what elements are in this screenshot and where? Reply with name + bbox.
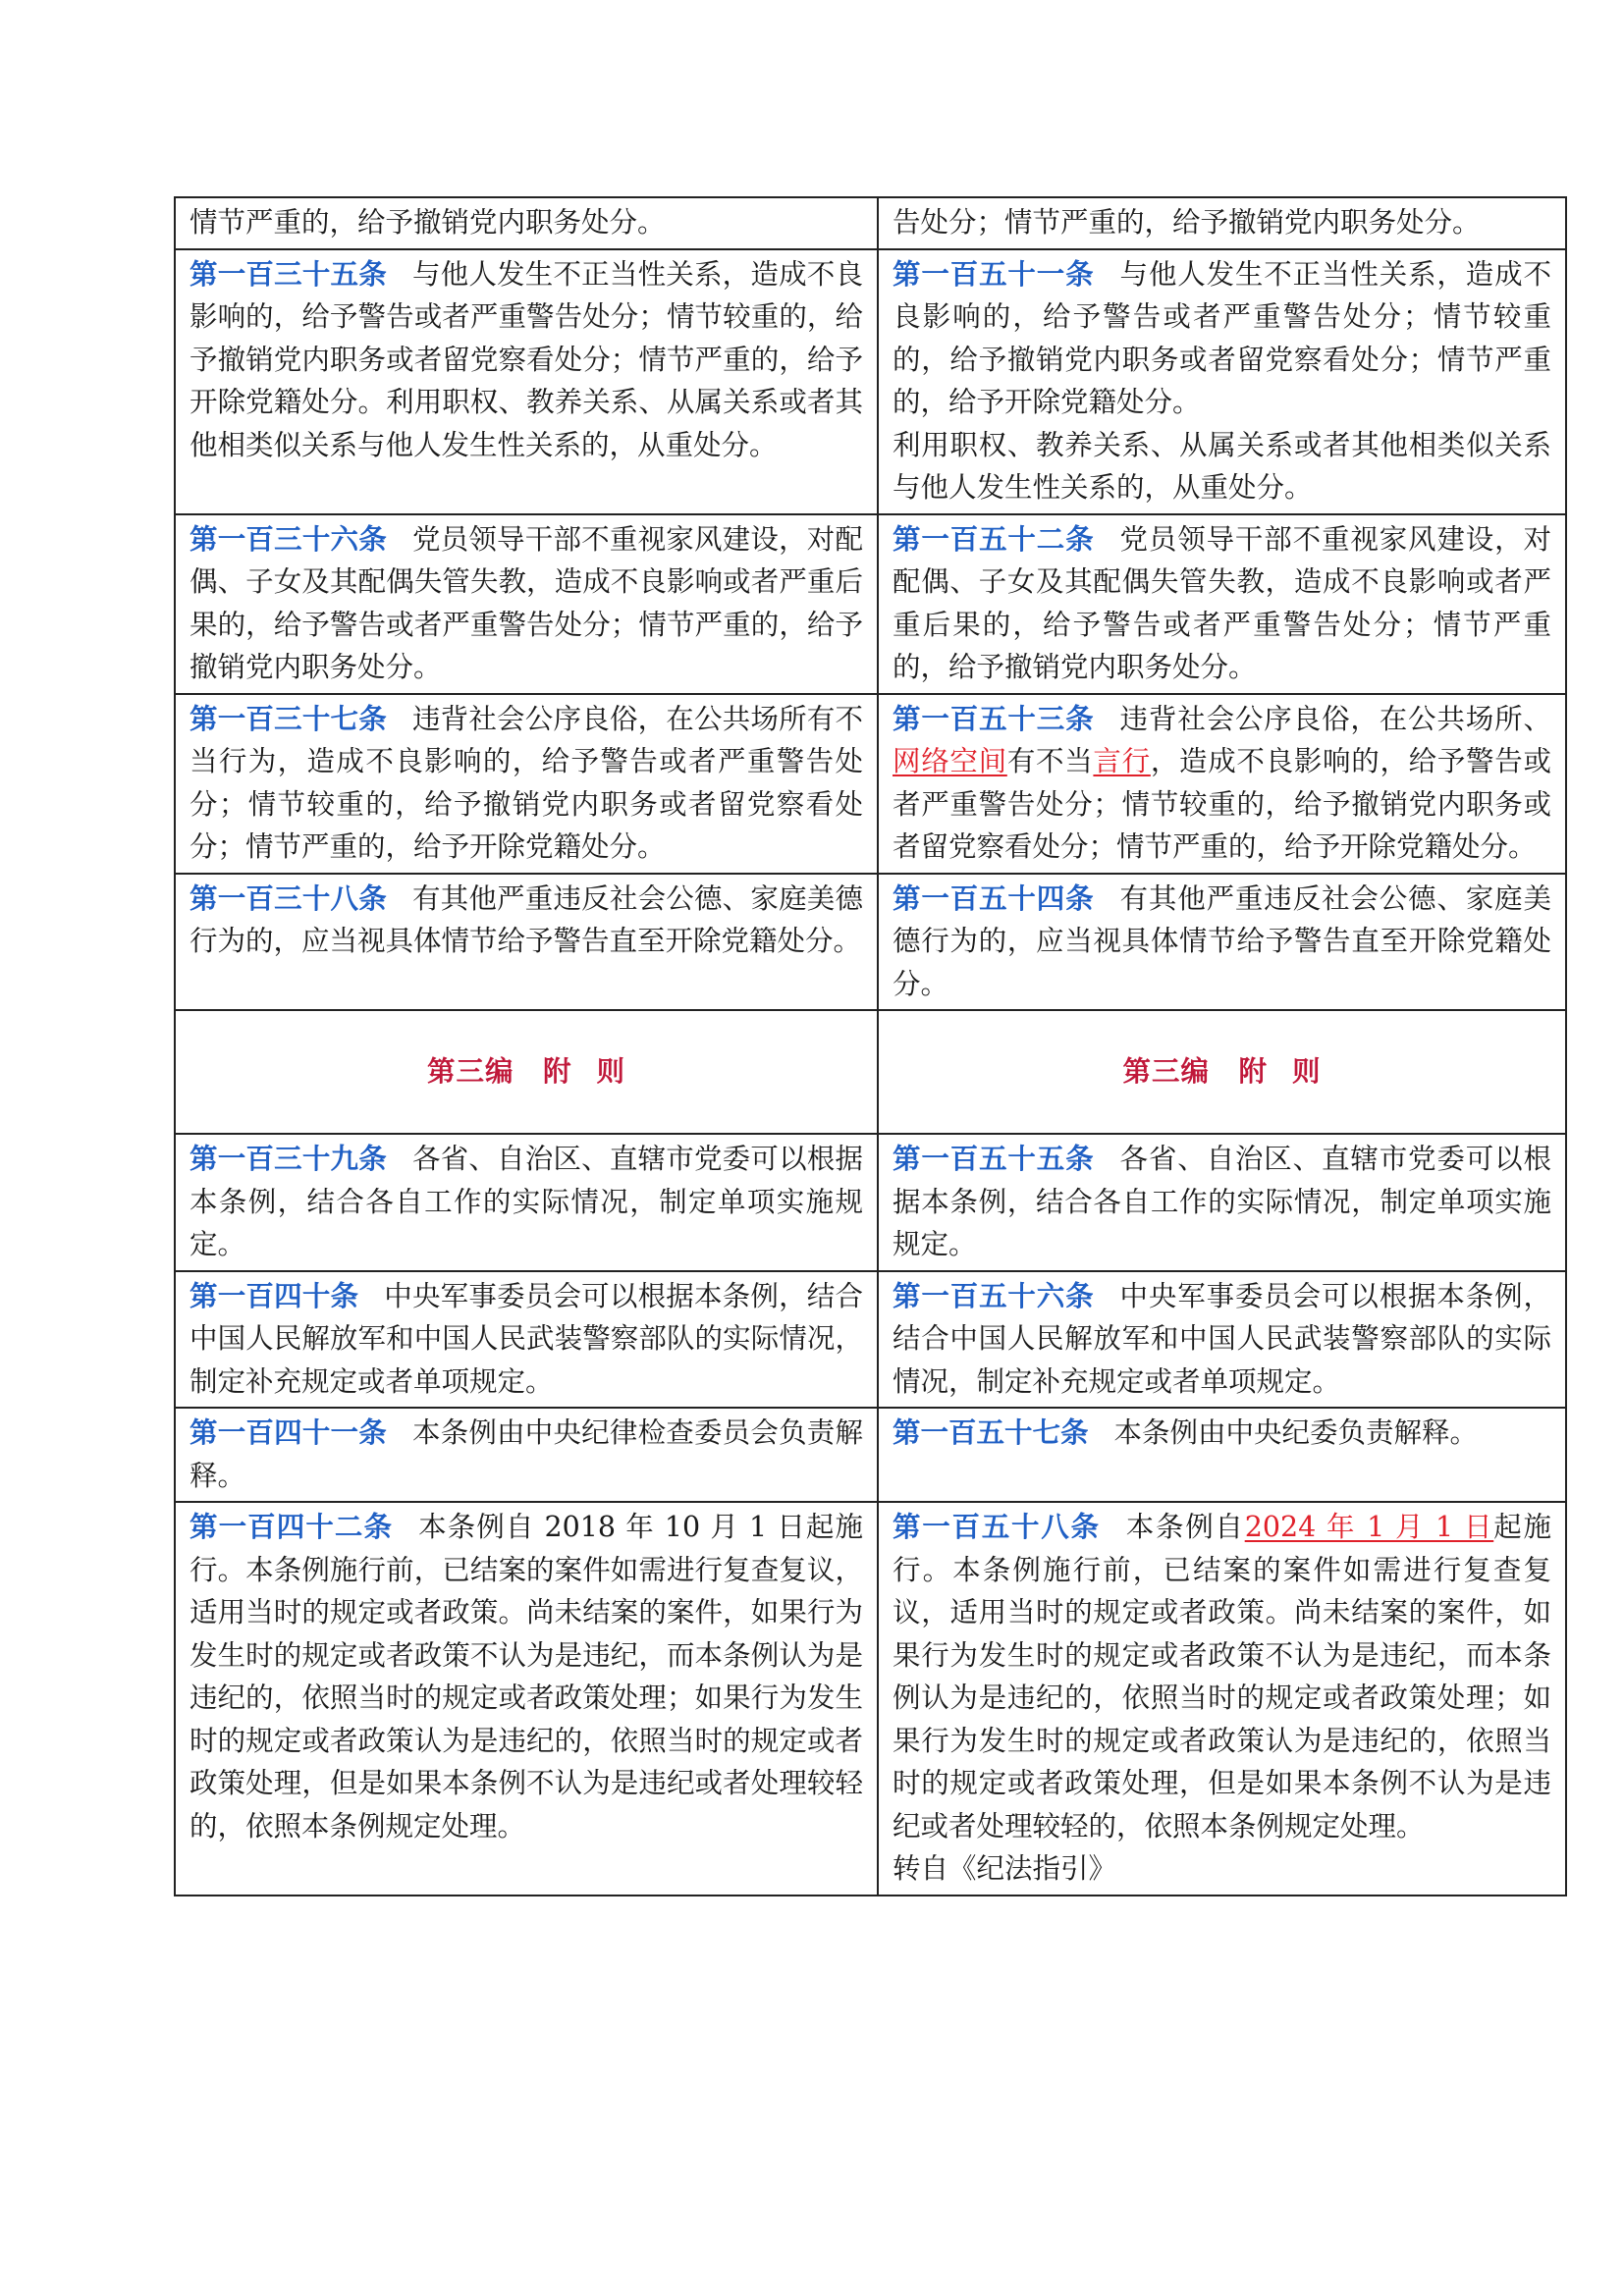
old-text-cell (175, 1408, 878, 1502)
old-section-heading-cell (175, 1010, 878, 1134)
article-number: 第一百五十三条 (893, 702, 1095, 735)
article-number: 第一百三十五条 (189, 257, 387, 291)
table-row (175, 197, 1566, 249)
table-row (175, 249, 1566, 514)
clause-text: ，造成不良影响的，给予警告或者严重警告处分；情节较重的，给予撤销党内职务或者留党察看处分；情节严重的，给予开除党籍处分。 (893, 745, 1551, 863)
article-number: 第一百五十八条 (893, 1511, 1101, 1543)
table-row (175, 514, 1566, 694)
article-number: 第一百五十二条 (893, 522, 1095, 556)
clause-text: 有其他严重违反社会公德、家庭美德行为的，应当视具体情节给予警告直至开除党籍处分。 (893, 881, 1551, 1000)
clause-text: 各省、自治区、直辖市党委可以根据本条例，结合各自工作的实际情况，制定单项实施规定。 (893, 1143, 1551, 1260)
old-text-cell (175, 874, 878, 1011)
amended-text: 网络空间 (893, 745, 1007, 777)
new-text-cell (878, 874, 1566, 1011)
clause-text: 起施行。本条例施行前，已结案的案件如需进行复查复议，适用当时的规定或者政策。尚未结案的案件，如果行为发生时的规定或者政策不认为是违纪，而本条例认为是违纪的，依照当时的规定或者政策处理；如果行为发生时的规定或者政策认为是违纪的，依照当时的规定或者政策处理，但是如果本条例不认为是违纪或者处理较轻的，依照本条例规定处理。 (893, 1511, 1551, 1842)
clause-text: 党员领导干部不重视家风建设，对配偶、子女及其配偶失管失教，造成不良影响或者严重后果的，给予警告或者严重警告处分；情节严重的，给予撤销党内职务处分。 (893, 522, 1551, 683)
table-row (175, 1408, 1566, 1502)
clause-text: 有不当 (1006, 745, 1094, 777)
table-row (175, 1134, 1566, 1271)
section-heading: 第三编 附 则 (427, 1055, 625, 1089)
clause-text: 本条例由中央纪委负责解释。 (1113, 1416, 1479, 1449)
clause-text: 有其他严重违反社会公德、家庭美德行为的，应当视具体情节给予警告直至开除党籍处分。 (189, 881, 863, 957)
clause-text: 违背社会公序良俗，在公共场所有不当行为，造成不良影响的，给予警告或者严重警告处分；情节较重的，给予撤销党内职务或者留党察看处分；情节严重的，给予开除党籍处分。 (189, 702, 863, 863)
old-text-cell (175, 514, 878, 694)
new-text-cell (878, 694, 1566, 874)
article-number: 第一百三十九条 (189, 1143, 387, 1175)
table-row (175, 1271, 1566, 1409)
comparison-table (174, 196, 1567, 1896)
clause-text: 党员领导干部不重视家风建设，对配偶、子女及其配偶失管失教，造成不良影响或者严重后果的，给予警告或者严重警告处分；情节严重的，给予撤销党内职务处分。 (189, 522, 863, 683)
clause-text: 告处分；情节严重的，给予撤销党内职务处分。 (893, 206, 1481, 239)
clause-text: 中央军事委员会可以根据本条例，结合中国人民解放军和中国人民武装警察部队的实际情况，制定补充规定或者单项规定。 (893, 1279, 1551, 1398)
article-number: 第一百三十七条 (189, 702, 387, 735)
clause-text: 情节严重的，给予撤销党内职务处分。 (189, 206, 666, 239)
clause-text: 本条例自 (1125, 1511, 1245, 1543)
new-text-cell (878, 1271, 1566, 1409)
new-text-cell (878, 1134, 1566, 1271)
old-text-cell (175, 197, 878, 249)
clause-text: 各省、自治区、直辖市党委可以根据本条例，结合各自工作的实际情况，制定单项实施规定。 (189, 1143, 863, 1260)
new-text-cell (878, 249, 1566, 514)
section-heading: 第三编 附 则 (1122, 1055, 1322, 1089)
table-row (175, 874, 1566, 1011)
article-number: 第一百四十条 (189, 1279, 359, 1312)
amended-text: 言行 (1093, 745, 1151, 777)
old-text-cell (175, 1134, 878, 1271)
table-row (175, 1502, 1566, 1896)
amended-text: 2024 年 1 月 1 日 (1244, 1511, 1494, 1543)
new-text-cell (878, 514, 1566, 694)
clause-text: 本条例由中央纪律检查委员会负责解释。 (189, 1416, 863, 1492)
new-text-cell (878, 1502, 1566, 1896)
section-heading-row (175, 1010, 1566, 1134)
clause-text: 本条例自 2018 年 10 月 1 日起施行。本条例施行前，已结案的案件如需进行复查复议，适用当时的规定或者政策。尚未结案的案件，如果行为发生时的规定或者政策不认为是违纪，而本条例认为是违纪的，依照当时的规定或者政策处理；如果行为发生时的规定或者政策认为是违纪的，依照当时的规定或者政策处理，但是如果本条例不认为是违纪或者处理较轻的，依照本条例规定处理。 (189, 1511, 863, 1842)
article-number: 第一百五十七条 (893, 1416, 1089, 1449)
clause-text: 与他人发生不正当性关系，造成不良影响的，给予警告或者严重警告处分；情节较重的，给予撤销党内职务或者留党察看处分；情节严重的，给予开除党籍处分。利用职权、教养关系、从属关系或者其他相类似关系与他人发生性关系的，从重处分。 (189, 257, 863, 461)
old-text-cell (175, 249, 878, 514)
new-section-heading-cell (878, 1010, 1566, 1134)
old-text-cell (175, 694, 878, 874)
article-number: 第一百三十八条 (189, 881, 387, 915)
old-text-cell (175, 1502, 878, 1896)
new-text-cell (878, 197, 1566, 249)
article-number: 第一百四十一条 (189, 1416, 387, 1449)
article-number: 第一百五十五条 (893, 1143, 1095, 1175)
article-number: 第一百五十一条 (893, 257, 1095, 291)
clause-text: 与他人发生不正当性关系，造成不良影响的，给予警告或者严重警告处分；情节较重的，给予撤销党内职务或者留党察看处分；情节严重的，给予开除党籍处分。 (893, 257, 1551, 418)
clause-text: 违背社会公序良俗，在公共场所、 (1119, 702, 1551, 735)
clause-text: 利用职权、教养关系、从属关系或者其他相类似关系与他人发生性关系的，从重处分。 (893, 428, 1551, 504)
article-number: 第一百五十四条 (893, 881, 1095, 915)
old-text-cell (175, 1271, 878, 1409)
article-number: 第一百四十二条 (189, 1511, 394, 1543)
table-row (175, 694, 1566, 874)
article-number: 第一百五十六条 (893, 1279, 1095, 1312)
clause-text: 中央军事委员会可以根据本条例，结合中国人民解放军和中国人民武装警察部队的实际情况，制定补充规定或者单项规定。 (189, 1279, 863, 1398)
article-number: 第一百三十六条 (189, 522, 387, 556)
source-note: 转自《纪法指引》 (893, 1852, 1117, 1885)
new-text-cell (878, 1408, 1566, 1502)
